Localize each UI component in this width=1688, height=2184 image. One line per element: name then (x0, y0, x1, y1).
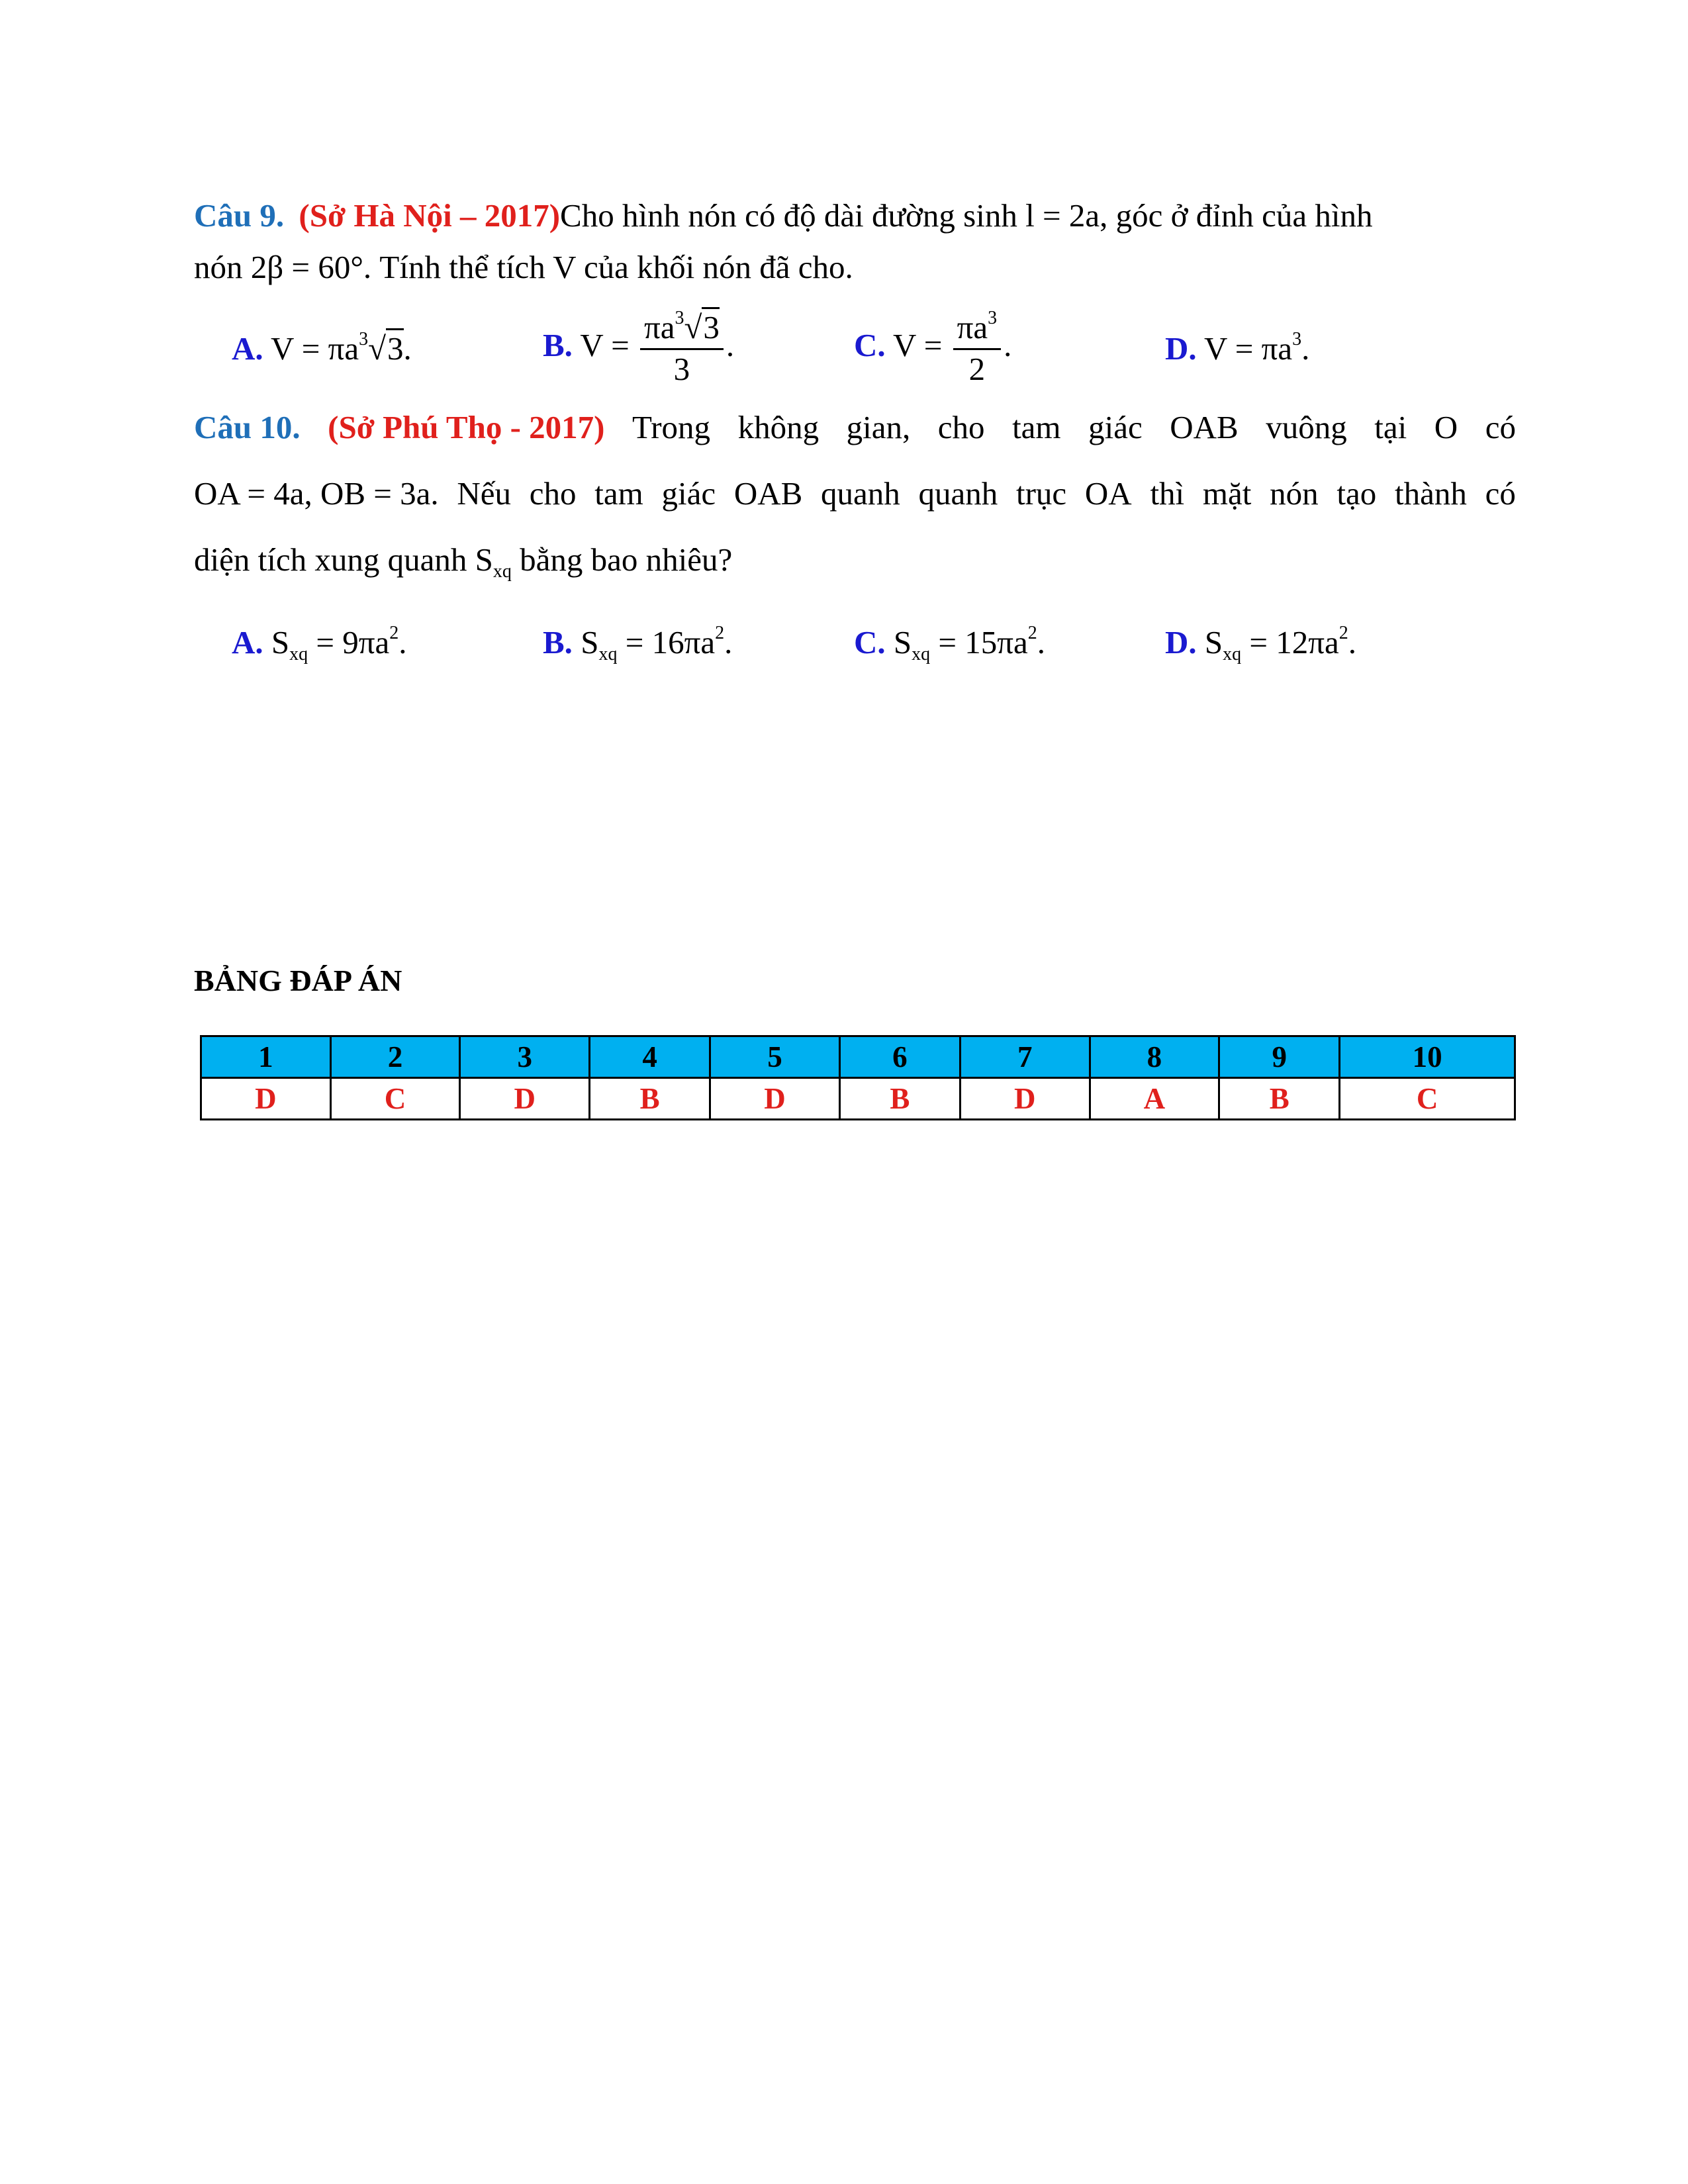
option-value: = 16πa (617, 624, 716, 660)
sqrt-symbol: √ (368, 330, 387, 367)
word: tạo (1336, 475, 1377, 512)
option-expr: S (1204, 624, 1223, 660)
option-exponent: 2 (715, 623, 725, 643)
answer-cell: D (960, 1078, 1090, 1120)
option-expr: S (271, 624, 290, 660)
q10-option-d[interactable] (1165, 623, 1357, 664)
word: OA (1084, 475, 1132, 512)
fraction (640, 308, 724, 388)
answer-cell: C (1340, 1078, 1515, 1120)
option-period: . (1348, 624, 1357, 660)
word: mặt (1202, 475, 1252, 512)
option-label: B. (543, 624, 573, 660)
option-exponent: 2 (389, 623, 399, 643)
option-exponent: 2 (1027, 623, 1037, 643)
question-number-cell: 4 (590, 1036, 710, 1078)
word: có (1485, 409, 1516, 445)
option-expr: S (893, 624, 912, 660)
option-label: B. (543, 326, 573, 363)
question-number-cell: 5 (710, 1036, 840, 1078)
q9-text-5: của khối nón đã cho. (575, 249, 853, 285)
option-exponent: 3 (1292, 329, 1302, 349)
option-exponent: 3 (359, 329, 369, 349)
q10-math-s: S (475, 541, 493, 578)
q10-text: bằng bao nhiêu? (511, 541, 733, 578)
q9-line-1 (194, 196, 1516, 236)
answer-table-header-row (201, 1036, 1515, 1078)
word: gian, (846, 409, 911, 445)
option-exponent: 3 (675, 308, 684, 328)
q10-math-oa-ob: OA = 4a, OB = 3a. (194, 475, 439, 512)
option-subscript: xq (289, 644, 308, 664)
q9-text-2: , góc ở đỉnh của hình (1100, 197, 1373, 234)
question-number-cell: 1 (201, 1036, 331, 1078)
question-number-cell: 2 (330, 1036, 460, 1078)
question-number-cell: 7 (960, 1036, 1090, 1078)
question-number-cell: 10 (1340, 1036, 1515, 1078)
q9-option-d[interactable] (1165, 330, 1309, 367)
q9-label: Câu 9. (194, 197, 285, 234)
word: giác (1088, 409, 1143, 445)
q10-line-2 (194, 474, 1516, 514)
option-exponent: 2 (1338, 623, 1348, 643)
q10-option-b[interactable] (543, 623, 733, 664)
option-value: = 9πa (308, 624, 390, 660)
word: O (1434, 409, 1458, 445)
option-subscript: xq (912, 644, 931, 664)
option-label: D. (1165, 624, 1197, 660)
answer-cell: B (839, 1078, 960, 1120)
question-number-cell: 3 (460, 1036, 590, 1078)
q9-option-b[interactable] (543, 308, 734, 388)
sqrt-symbol: √ (684, 309, 702, 345)
option-expr: V = πa (1204, 330, 1293, 367)
q9-math-l: l = 2a (1025, 197, 1100, 234)
option-exponent: 3 (988, 308, 998, 328)
word: quanh (918, 475, 998, 512)
q10-label: Câu 10. (194, 409, 301, 445)
q9-text-1: Cho hình nón có độ dài đường sinh (560, 197, 1026, 234)
q10-line-3 (194, 540, 1516, 580)
option-period: . (726, 326, 735, 363)
word: thì (1150, 475, 1185, 512)
option-period: . (399, 624, 407, 660)
word: trục (1016, 475, 1067, 512)
word: có (1485, 475, 1516, 512)
q9-option-a[interactable] (232, 330, 412, 367)
fraction-numerator: πa (957, 309, 988, 345)
option-period: . (1037, 624, 1046, 660)
option-value: = 12πa (1241, 624, 1339, 660)
word: thành (1394, 475, 1467, 512)
answer-cell: A (1090, 1078, 1219, 1120)
option-period: . (1004, 326, 1012, 363)
answer-cell: B (1219, 1078, 1340, 1120)
word: vuông (1266, 409, 1347, 445)
q9-line-2 (194, 248, 1516, 287)
option-expr: V = (893, 326, 951, 363)
option-period: . (724, 624, 733, 660)
option-radicand: 3 (702, 307, 720, 345)
q10-line-1 (194, 408, 1516, 447)
question-number-cell: 9 (1219, 1036, 1340, 1078)
fraction-numerator: πa (643, 309, 675, 345)
word: OAB (733, 475, 803, 512)
answer-cell: C (330, 1078, 460, 1120)
answer-table-answer-row (201, 1078, 1515, 1120)
q9-math-angle: 2β = 60° (250, 249, 363, 285)
option-expr: V = (580, 326, 637, 363)
word: cho (529, 475, 577, 512)
q10-option-c[interactable] (854, 623, 1046, 664)
answer-cell: D (201, 1078, 331, 1120)
option-subscript: xq (1223, 644, 1242, 664)
q10-option-a[interactable] (232, 623, 407, 664)
word: tại (1374, 409, 1407, 445)
word: Nếu (457, 475, 512, 512)
word: cho (937, 409, 985, 445)
word: quanh (821, 475, 900, 512)
question-number-cell: 6 (839, 1036, 960, 1078)
q9-source: (Sở Hà Nội – 2017) (299, 197, 561, 234)
answer-cell: B (590, 1078, 710, 1120)
word: nón (1270, 475, 1319, 512)
word: không (737, 409, 820, 445)
q10-math-sub: xq (492, 561, 512, 582)
answer-cell: D (710, 1078, 840, 1120)
q9-text-3: nón (194, 249, 251, 285)
option-label: C. (854, 624, 886, 660)
q10-text: diện tích xung quanh (194, 541, 475, 578)
fraction-denominator: 3 (673, 351, 690, 387)
option-label: C. (854, 326, 886, 363)
word: tam (1012, 409, 1061, 445)
word: Trong (632, 409, 711, 445)
question-number-cell: 8 (1090, 1036, 1219, 1078)
option-value: = 15πa (930, 624, 1028, 660)
q9-text-4: . Tính thể tích (363, 249, 553, 285)
word: tam (594, 475, 643, 512)
option-label: D. (1165, 330, 1197, 367)
option-label: A. (232, 330, 263, 367)
q10-source: (Sở Phú Thọ - 2017) (328, 409, 605, 445)
word: giác (661, 475, 716, 512)
fraction (953, 308, 1002, 388)
option-period: . (403, 330, 412, 367)
option-expr: V = πa (271, 330, 359, 367)
option-subscript: xq (598, 644, 618, 664)
option-period: . (1301, 330, 1310, 367)
q9-option-c[interactable] (854, 308, 1011, 388)
option-label: A. (232, 624, 263, 660)
answer-cell: D (460, 1078, 590, 1120)
word: OAB (1170, 409, 1239, 445)
answer-table (200, 1035, 1516, 1120)
option-radicand: 3 (386, 328, 404, 367)
fraction-denominator: 2 (968, 351, 986, 387)
q9-math-v: V (553, 249, 576, 285)
option-expr: S (581, 624, 599, 660)
answer-table-title: BẢNG ĐÁP ÁN (194, 964, 402, 997)
